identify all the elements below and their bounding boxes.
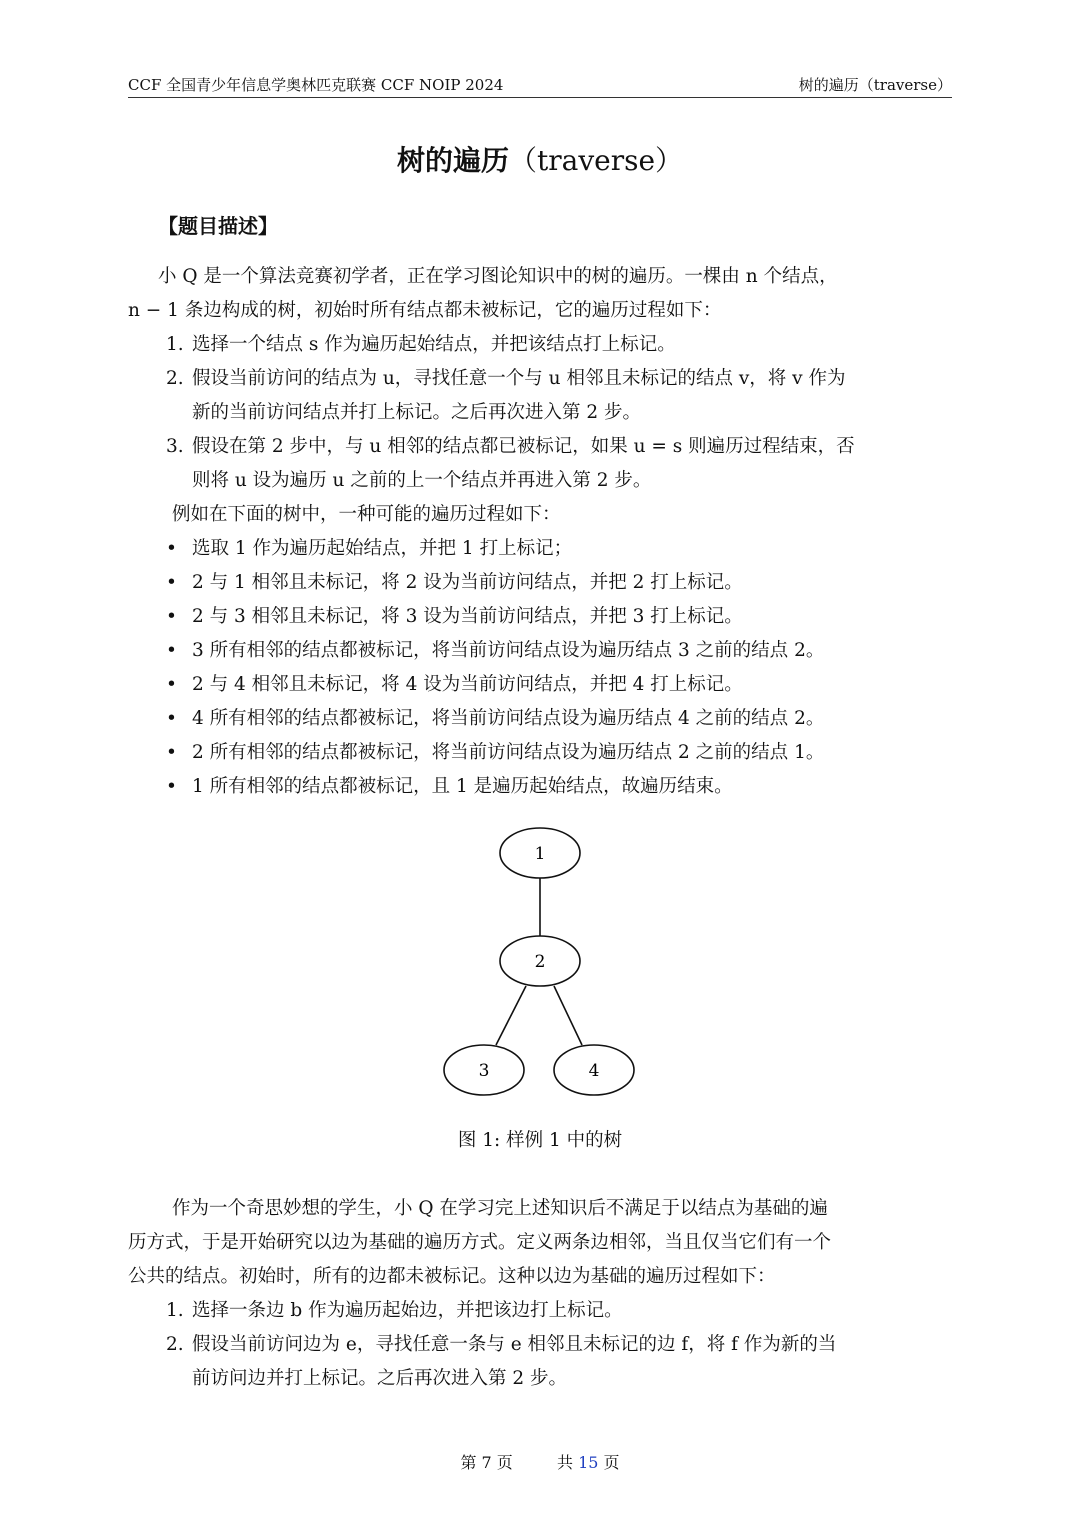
bullet-text: 2 与 4 相邻且未标记，将 4 设为当前访问结点，并把 4 打上标记。 <box>192 674 743 695</box>
bullet-item <box>166 568 743 594</box>
edge-step-2 <box>166 1330 836 1356</box>
step-text: 假设在第 2 步中，与 u 相邻的结点都已被标记，如果 u = s 则遍历过程结束，否 <box>192 436 855 457</box>
bullet-item <box>166 636 824 662</box>
bullet-item <box>166 704 824 730</box>
problem-title <box>0 139 1080 179</box>
step-2 <box>166 364 846 390</box>
step-num: 3. <box>166 436 184 457</box>
bullet-icon: • <box>166 674 177 695</box>
bullet-text: 2 与 1 相邻且未标记，将 2 设为当前访问结点，并把 2 打上标记。 <box>192 572 743 593</box>
bullet-icon: • <box>166 708 177 729</box>
step-text: 假设当前访问边为 e，寻找任意一条与 e 相邻且未标记的边 f，将 f 作为新的当 <box>192 1334 837 1355</box>
bullet-item <box>166 602 743 628</box>
tree-figure <box>438 822 642 1108</box>
para2-line-1: 作为一个奇思妙想的学生，小 Q 在学习完上述知识后不满足于以结点为基础的遍 <box>172 1198 828 1219</box>
node-label-2: 2 <box>534 952 546 972</box>
bullet-icon: • <box>166 776 177 797</box>
bullet-text: 2 所有相邻的结点都被标记，将当前访问结点设为遍历结点 2 之前的结点 1。 <box>192 742 825 763</box>
bullet-text: 2 与 3 相邻且未标记，将 3 设为当前访问结点，并把 3 打上标记。 <box>192 606 743 627</box>
step-num: 2. <box>166 1334 184 1355</box>
bullet-text: 3 所有相邻的结点都被标记，将当前访问结点设为遍历结点 3 之前的结点 2。 <box>192 640 825 661</box>
total-pages-link[interactable]: 15 <box>578 1453 599 1472</box>
step-num: 1. <box>166 334 184 355</box>
edge-step-2-cont: 前访问边并打上标记。之后再次进入第 2 步。 <box>192 1368 568 1389</box>
total-prefix: 共 <box>557 1453 579 1472</box>
figure-caption: 图 1: 样例 1 中的树 <box>457 1130 623 1151</box>
bullet-icon: • <box>166 572 177 593</box>
node-label-4: 4 <box>588 1061 600 1081</box>
step-text: 选择一个结点 s 作为遍历起始结点，并把该结点打上标记。 <box>192 334 676 355</box>
title-en: （traverse） <box>508 144 684 177</box>
bullet-text: 1 所有相邻的结点都被标记，且 1 是遍历起始结点，故遍历结束。 <box>192 776 733 797</box>
header-rule <box>128 97 952 98</box>
header-left: CCF 全国青少年信息学奥林匹克联赛 CCF NOIP 2024 <box>128 76 504 94</box>
bullet-text: 选取 1 作为遍历起始结点，并把 1 打上标记； <box>192 538 573 559</box>
edge-2-3 <box>496 986 526 1045</box>
step-num: 2. <box>166 368 184 389</box>
para2-line-2: 历方式，于是开始研究以边为基础的遍历方式。定义两条边相邻，当且仅当它们有一个 <box>128 1232 832 1253</box>
step-text: 假设当前访问的结点为 u，寻找任意一个与 u 相邻且未标记的结点 v，将 v 作为 <box>192 368 846 389</box>
bullet-item <box>166 738 824 764</box>
bullet-icon: • <box>166 606 177 627</box>
bullet-item <box>166 772 733 798</box>
title-cn: 树的遍历 <box>396 144 509 177</box>
intro-line-1: 小 Q 是一个算法竞赛初学者，正在学习图论知识中的树的遍历。一棵由 n 个结点， <box>158 266 838 287</box>
step-3-cont: 则将 u 设为遍历 u 之前的上一个结点并再进入第 2 步。 <box>192 470 652 491</box>
bullet-item <box>166 670 743 696</box>
step-1 <box>166 330 676 356</box>
node-label-1: 1 <box>534 844 546 864</box>
step-3 <box>166 432 855 458</box>
page-footer <box>0 1450 1080 1473</box>
step-num: 1. <box>166 1300 184 1321</box>
edge-2-4 <box>554 986 582 1045</box>
example-intro: 例如在下面的树中，一种可能的遍历过程如下： <box>172 504 561 525</box>
node-label-3: 3 <box>478 1061 490 1081</box>
para2-line-3: 公共的结点。初始时，所有的边都未被标记。这种以边为基础的遍历过程如下： <box>128 1266 776 1287</box>
edge-step-1 <box>166 1296 623 1322</box>
intro-line-2: n − 1 条边构成的树，初始时所有结点都未被标记，它的遍历过程如下： <box>128 300 722 321</box>
section-heading: 【题目描述】 <box>158 214 278 238</box>
page-label: 第 7 页 <box>460 1453 513 1472</box>
step-2-cont: 新的当前访问结点并打上标记。之后再次进入第 2 步。 <box>192 402 642 423</box>
bullet-icon: • <box>166 640 177 661</box>
step-text: 选择一条边 b 作为遍历起始边，并把该边打上标记。 <box>192 1300 623 1321</box>
bullet-icon: • <box>166 538 177 559</box>
total-suffix: 页 <box>598 1453 620 1472</box>
bullet-item <box>166 534 572 560</box>
bullet-text: 4 所有相邻的结点都被标记，将当前访问结点设为遍历结点 4 之前的结点 2。 <box>192 708 825 729</box>
header-right: 树的遍历（traverse） <box>798 76 952 94</box>
bullet-icon: • <box>166 742 177 763</box>
